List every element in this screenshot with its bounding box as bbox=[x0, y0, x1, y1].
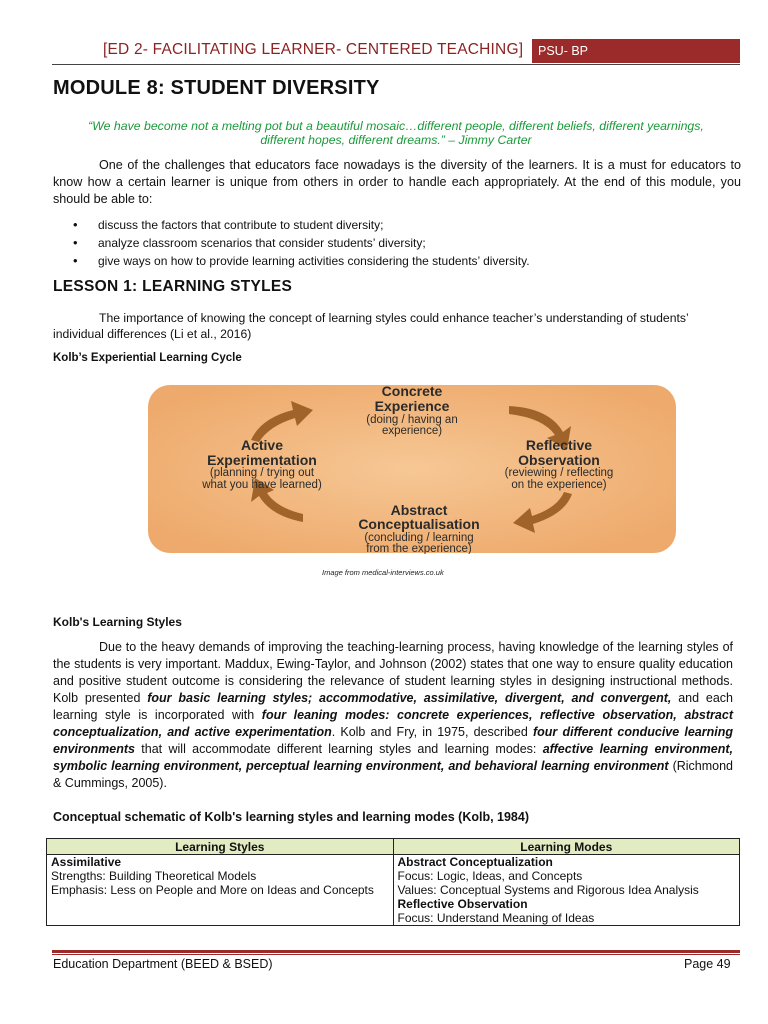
right-sub-1: (reviewing / reflecting bbox=[504, 467, 614, 479]
styles-text-5: (Richmond & Cummings, 2005). bbox=[53, 759, 734, 790]
kolb-cycle-diagram bbox=[147, 384, 677, 554]
modes-cell bbox=[393, 855, 740, 926]
header-tag: PSU- BP bbox=[532, 39, 740, 63]
lesson-title: LESSON 1: LEARNING STYLES bbox=[53, 278, 293, 295]
style-strengths: Strengths: Building Theoretical Models bbox=[51, 869, 257, 883]
left-sub-1: (planning / trying out bbox=[209, 467, 315, 479]
mode-focus-1: Focus: Logic, Ideas, and Concepts bbox=[397, 869, 583, 883]
styles-bold-1: four basic learning styles; accommodative, assimilative, divergent, and convergent, bbox=[147, 691, 672, 705]
bottom-sub-2: from the experience) bbox=[366, 543, 472, 554]
styles-bold-3: four different conducive learning environments bbox=[53, 725, 733, 756]
module-title: MODULE 8: STUDENT DIVERSITY bbox=[53, 77, 380, 99]
intro-paragraph bbox=[53, 157, 741, 208]
styles-cell bbox=[47, 855, 394, 926]
styles-bold-4: affective learning environment, symbolic learning environment, perceptual learning environment, and behavioral learning environment bbox=[53, 742, 734, 773]
table-title: Conceptual schematic of Kolb's learning styles and learning modes (Kolb, 1984) bbox=[53, 810, 530, 824]
left-sub-2: what you have learned) bbox=[202, 479, 322, 491]
bottom-title-2: Conceptualisation bbox=[358, 516, 480, 532]
top-title-1: Concrete bbox=[381, 384, 443, 399]
mode-values-1: Values: Conceptual Systems and Rigorous Idea Analysis bbox=[397, 883, 699, 897]
style-emphasis: Emphasis: Less on People and More on Ideas and Concepts bbox=[51, 883, 374, 897]
mode-name-2: Reflective Observation bbox=[397, 897, 528, 911]
styles-title: Kolb's Learning Styles bbox=[53, 615, 182, 629]
right-title-1: Reflective bbox=[525, 437, 593, 453]
mode-focus-2: Focus: Understand Meaning of Ideas bbox=[397, 911, 595, 925]
kolb-schema-table bbox=[46, 838, 740, 926]
right-sub-2: on the experience) bbox=[511, 479, 607, 491]
bottom-sub-1: (concluding / learning bbox=[364, 532, 474, 544]
styles-text-1: Due to the heavy demands of improving the teaching-learning process, having knowledge of the learning styles of the students is very important. Maddux, Ewing-Taylor, and Johnson (2002) states that one way to ensure quality education and positive student outcome is considering the relevance of student learning styles in designing instructional methods. Kolb presented bbox=[53, 640, 733, 705]
table-row bbox=[47, 855, 740, 926]
footer-divider bbox=[52, 950, 740, 953]
styles-text-2: and each learning style is incorporated with bbox=[53, 691, 733, 722]
page-number: Page 49 bbox=[684, 957, 731, 971]
objectives-list bbox=[73, 216, 733, 270]
styles-text-4: that will accommodate different learning styles and learning modes: bbox=[134, 742, 543, 756]
quote: “We have become not a melting pot but a beautiful mosaic…different people, different beliefs, different yearnings, different hopes, different dreams.” – Jimmy Carter bbox=[88, 119, 704, 147]
table-header-row bbox=[47, 839, 740, 855]
list-item: • give ways on how to provide learning activities considering the students’ diversity. bbox=[73, 252, 733, 270]
image-credit: Image from medical-interviews.co.uk bbox=[322, 568, 444, 577]
header-divider bbox=[52, 64, 740, 65]
style-name: Assimilative bbox=[51, 855, 122, 869]
footer-department: Education Department (BEED & BSED) bbox=[53, 957, 273, 971]
intro-text: One of the challenges that educators face nowadays is the diversity of the learners. It is a must for educators to know how a certain learner is unique from others in order to handle each appropriately. At the end of this module, you should be able to: bbox=[53, 158, 741, 206]
list-item: • analyze classroom scenarios that consider students’ diversity; bbox=[73, 234, 733, 252]
header-learning-styles: Learning Styles bbox=[47, 839, 394, 855]
cycle-title: Kolb’s Experiential Learning Cycle bbox=[53, 352, 242, 364]
styles-paragraph bbox=[53, 639, 733, 792]
footer-divider-thin bbox=[52, 954, 740, 955]
top-sub-2: experience) bbox=[381, 425, 443, 437]
left-title-2: Experimentation bbox=[207, 452, 317, 468]
styles-bold-2: four leaning modes: concrete experiences, reflective observation, abstract conceptualization, and active experimentation bbox=[53, 708, 733, 739]
top-title-2: Experience bbox=[374, 398, 450, 414]
lesson-intro-text: The importance of knowing the concept of learning styles could enhance teacher’s understanding of students’ individual differences (Li et al., 2016) bbox=[53, 311, 689, 341]
styles-text-3: . Kolb and Fry, in 1975, described bbox=[331, 725, 533, 739]
right-title-2: Observation bbox=[518, 452, 600, 468]
top-sub-1: (doing / having an bbox=[366, 414, 458, 426]
header-title: [ED 2- FACILITATING LEARNER- CENTERED TEACHING] bbox=[103, 41, 524, 58]
bottom-title-1: Abstract bbox=[390, 502, 448, 518]
mode-name-1: Abstract Conceptualization bbox=[397, 855, 553, 869]
lesson-intro bbox=[53, 310, 741, 342]
header-learning-modes: Learning Modes bbox=[393, 839, 740, 855]
list-item: • discuss the factors that contribute to student diversity; bbox=[73, 216, 733, 234]
left-title-1: Active bbox=[240, 437, 284, 453]
